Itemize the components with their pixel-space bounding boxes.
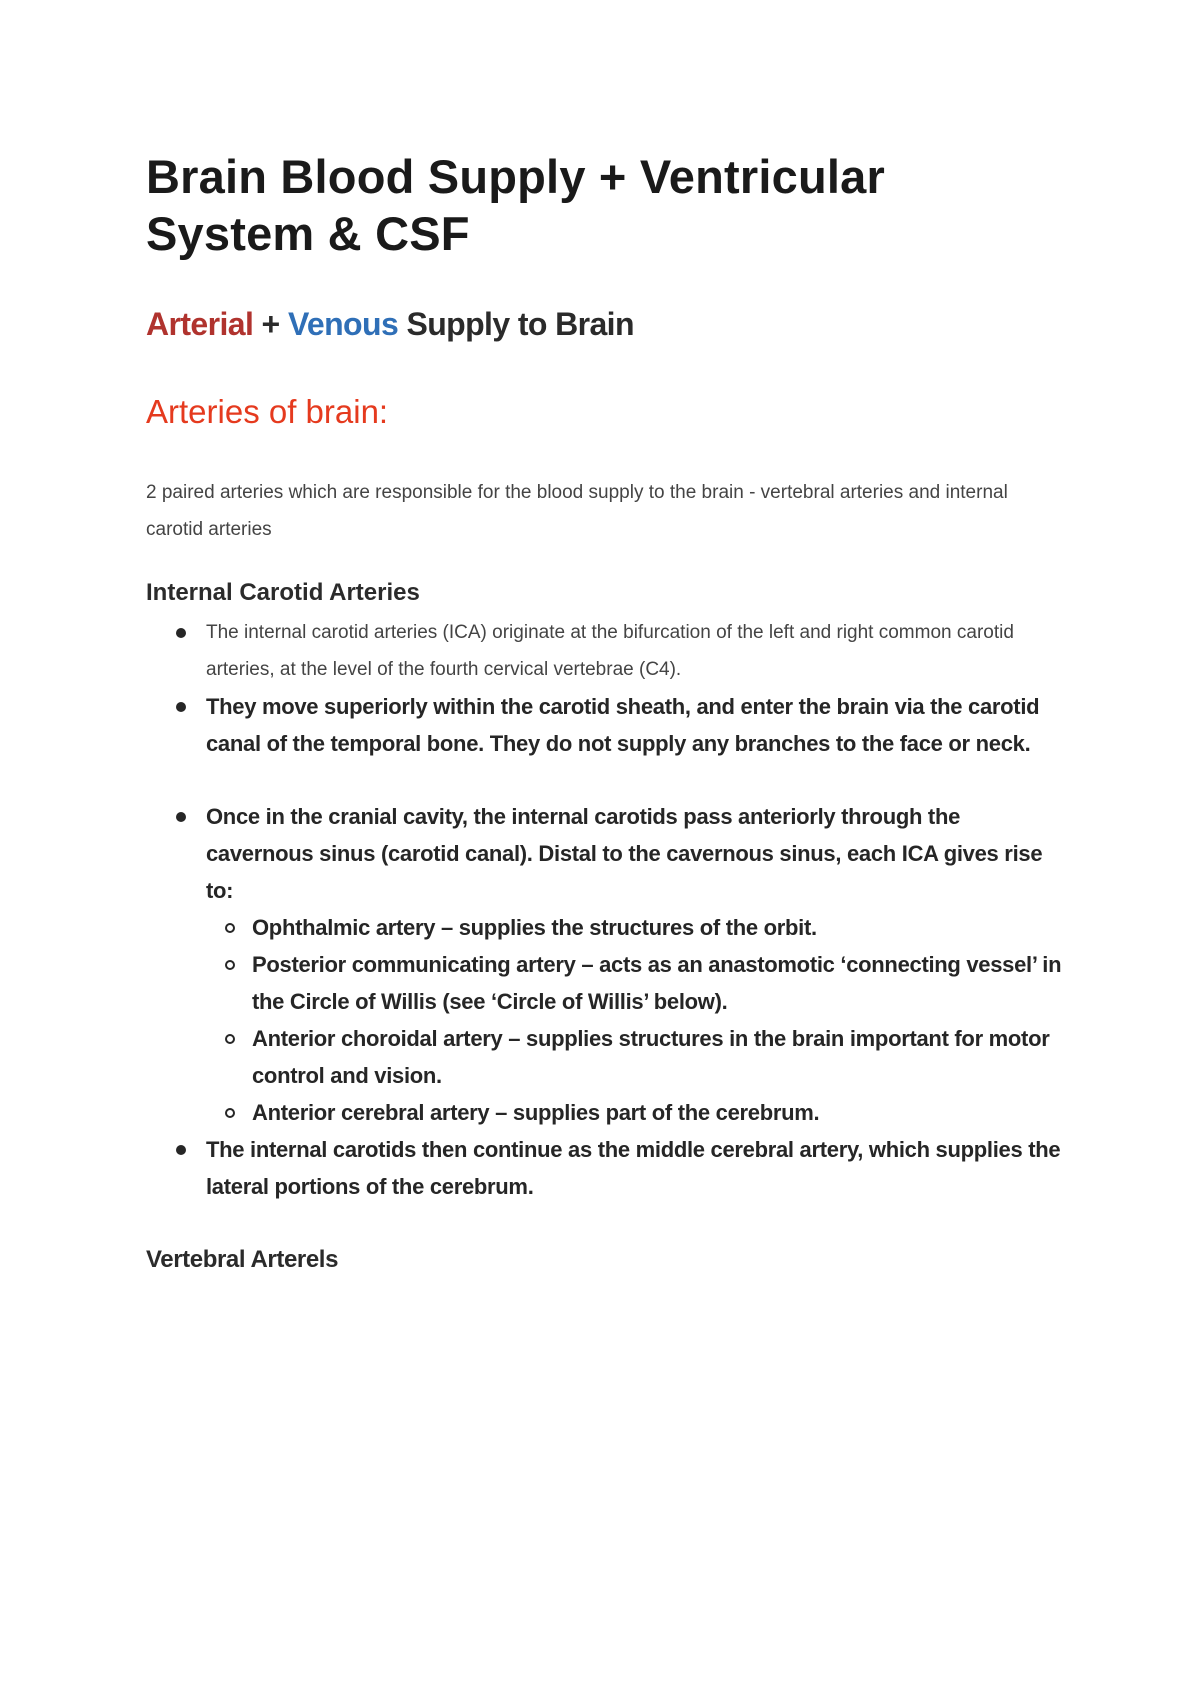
sub-list-item-text: Anterior cerebral artery – supplies part of the cerebrum. xyxy=(252,1100,820,1125)
section-heading-venous: Venous xyxy=(287,306,399,342)
list-item-text: They move superiorly within the carotid sheath, and enter the brain via the carotid canal of the temporal bone. They do not supply any branches to the face or neck. xyxy=(206,694,1040,756)
bullet-icon xyxy=(176,628,186,638)
page-title: Brain Blood Supply + Ventricular System & CSF xyxy=(146,150,885,260)
section-heading-plus: + xyxy=(261,306,280,342)
sub-list-item-text: Posterior communicating artery – acts as an anastomotic ‘connecting vessel’ in the Circle of Willis (see ‘Circle of Willis’ below). xyxy=(252,952,1062,1014)
list-item xyxy=(146,614,1066,688)
internal-carotid-heading: Internal Carotid Arteries xyxy=(146,579,420,606)
internal-carotid-list xyxy=(146,614,1066,1205)
list-item xyxy=(146,798,1066,1131)
hollow-bullet-icon xyxy=(225,1034,235,1044)
hollow-bullet-icon xyxy=(225,923,235,933)
list-item xyxy=(146,1131,1066,1205)
sub-list-item xyxy=(206,1094,1066,1131)
section-heading-arterial: Arterial xyxy=(146,306,254,342)
list-item-text: The internal carotid arteries (ICA) originate at the bifurcation of the left and right common carotid arteries, at the level of the fourth cervical vertebrae (C4). xyxy=(206,622,1014,680)
branches-sublist xyxy=(206,909,1066,1131)
sub-list-item-text: Anterior choroidal artery – supplies structures in the brain important for motor control and vision. xyxy=(252,1026,1050,1088)
sub-list-item xyxy=(206,1020,1066,1094)
section-heading xyxy=(146,304,1066,344)
bullet-icon xyxy=(176,702,186,712)
subsection-heading: Arteries of brain: xyxy=(146,393,389,430)
list-item-text: The internal carotids then continue as the middle cerebral artery, which supplies the lateral portions of the cerebrum. xyxy=(206,1137,1061,1199)
sub-list-item-text: Ophthalmic artery – supplies the structures of the orbit. xyxy=(252,915,817,940)
list-item xyxy=(146,688,1066,762)
vertebral-heading: Vertebral Arterels xyxy=(146,1246,339,1273)
hollow-bullet-icon xyxy=(225,1108,235,1118)
document-page xyxy=(146,148,1066,1277)
bullet-icon xyxy=(176,1145,186,1155)
section-heading-rest: Supply to Brain xyxy=(406,306,634,342)
hollow-bullet-icon xyxy=(225,960,235,970)
list-item-text: Once in the cranial cavity, the internal carotids pass anteriorly through the cavernous sinus (carotid canal). Distal to the cavernous sinus, each ICA gives rise to: xyxy=(206,804,1043,903)
intro-paragraph: 2 paired arteries which are responsible for the blood supply to the brain - vertebral arteries and internal carotid arteries xyxy=(146,482,1008,540)
sub-list-item xyxy=(206,909,1066,946)
sub-list-item xyxy=(206,946,1066,1020)
bullet-icon xyxy=(176,812,186,822)
